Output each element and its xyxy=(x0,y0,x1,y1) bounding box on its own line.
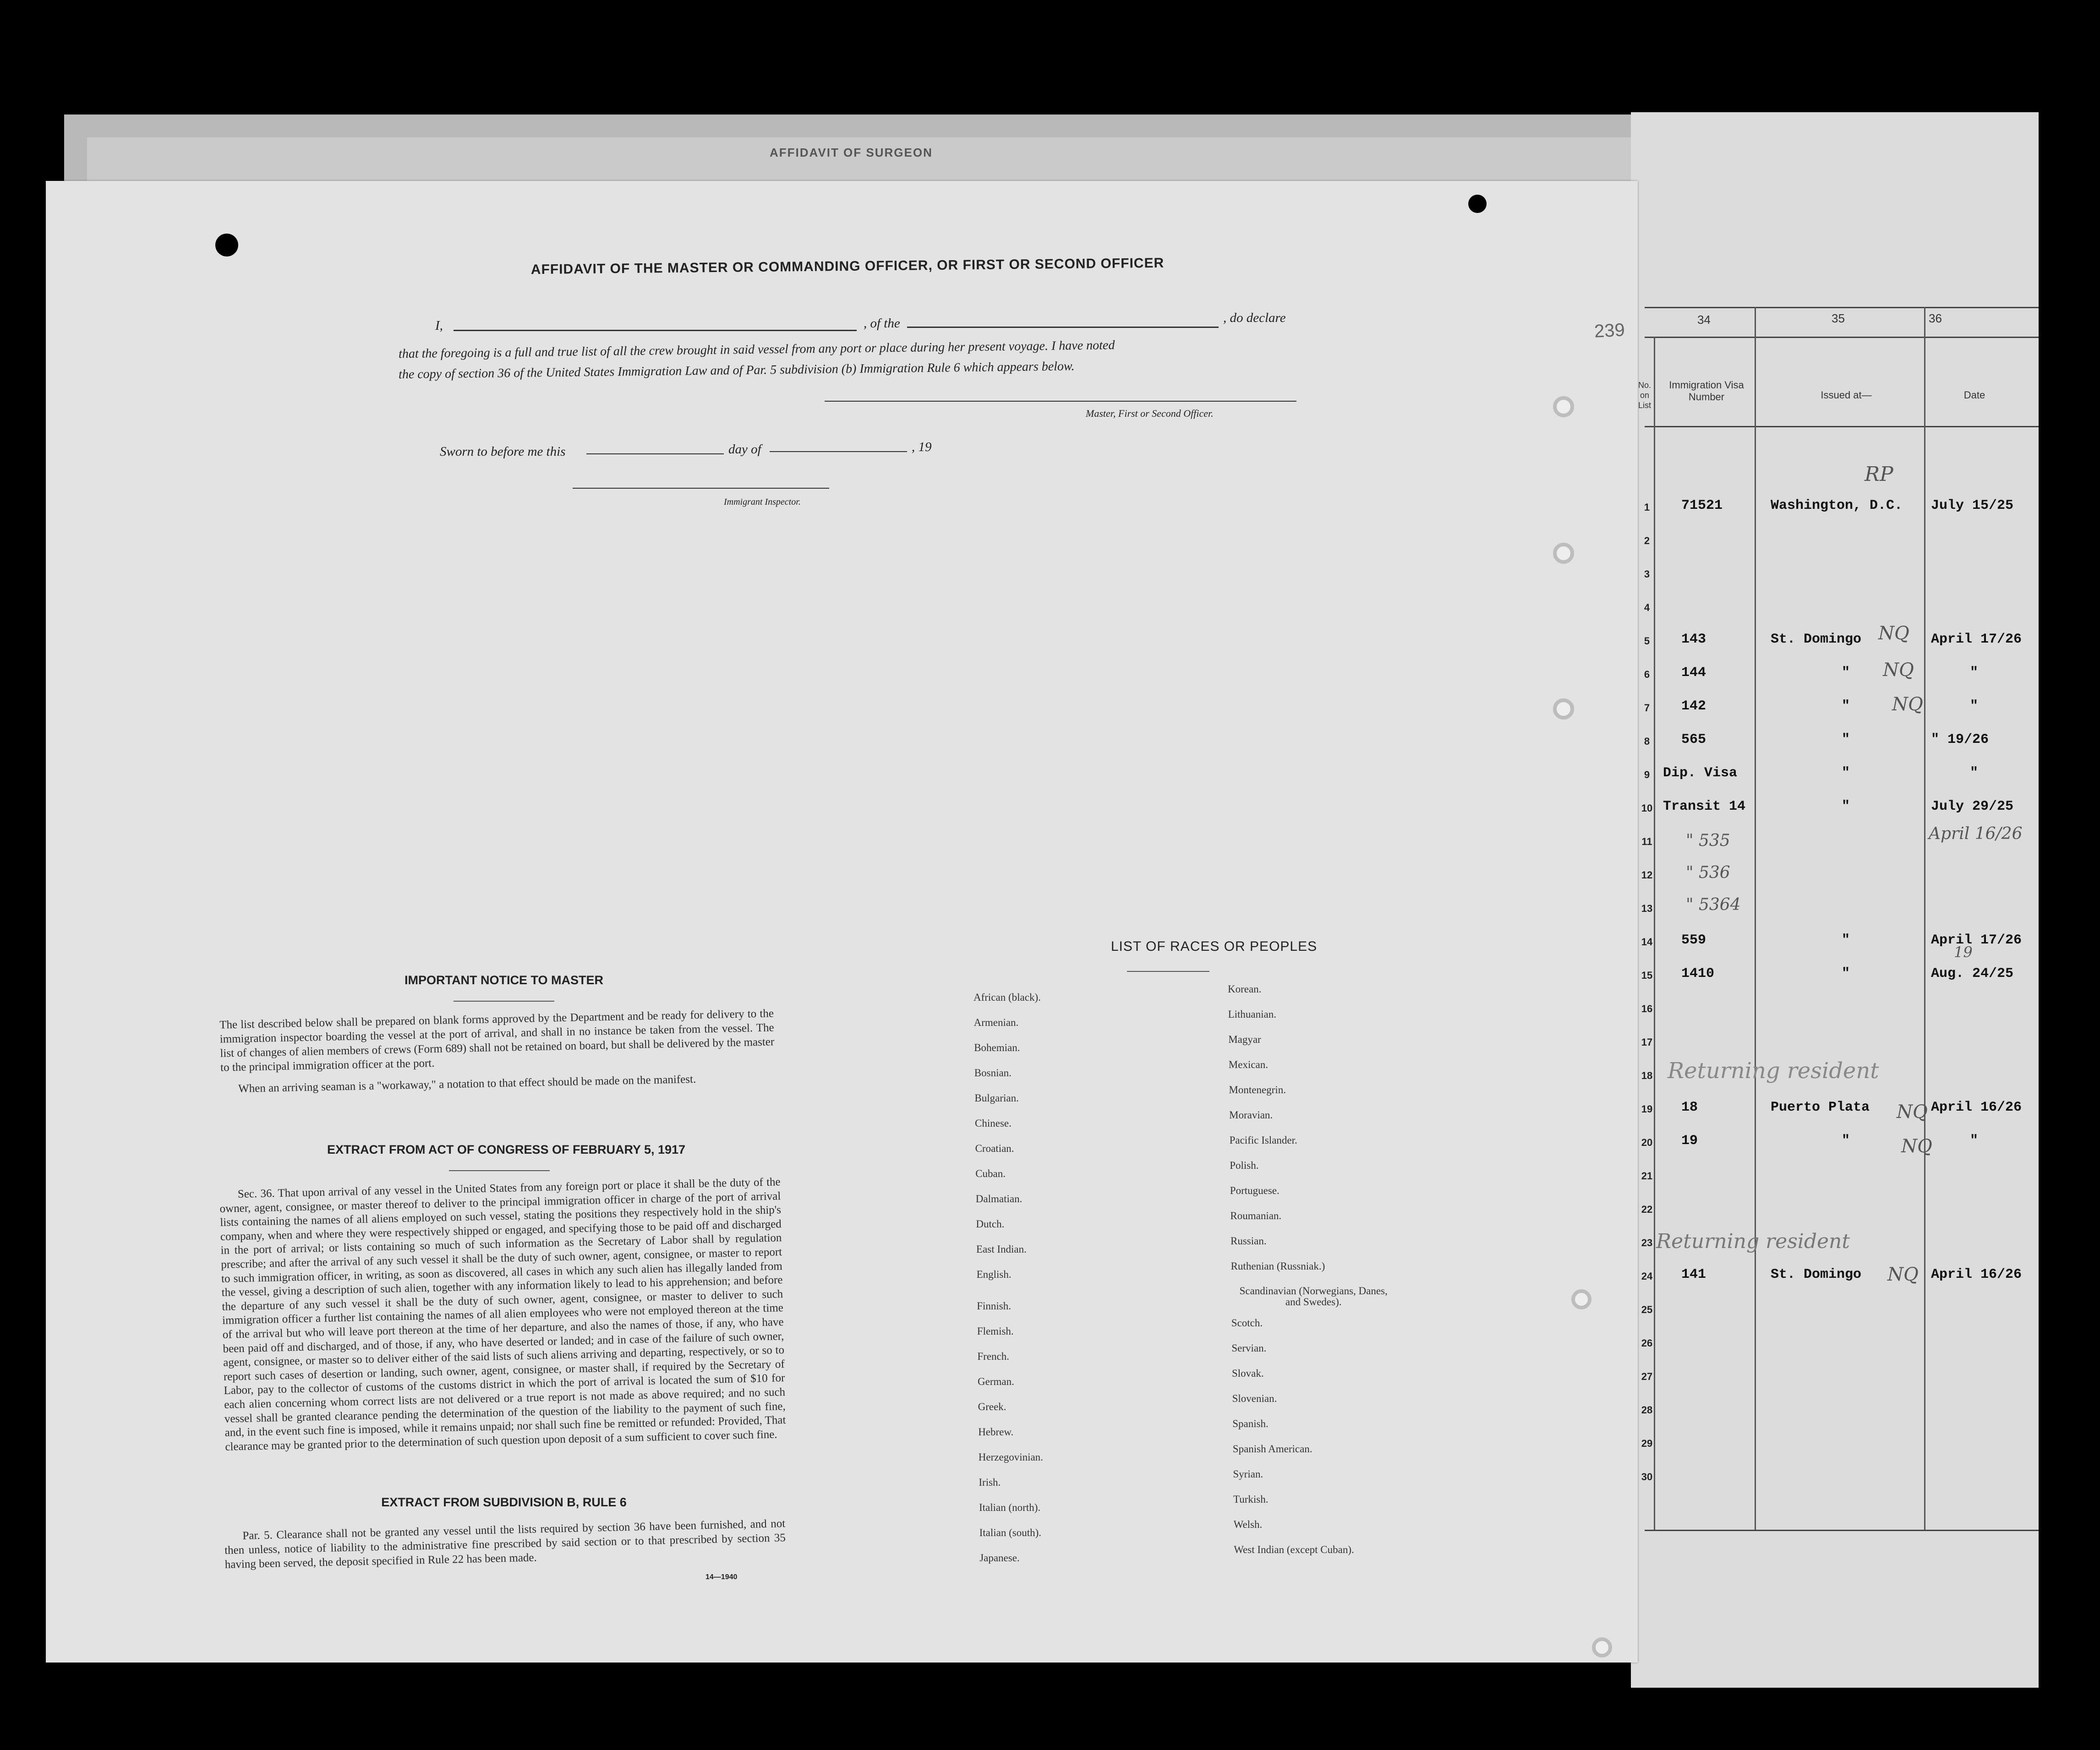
handwritten-nq: NQ xyxy=(1901,1136,1932,1157)
table-bottom-rule xyxy=(1645,1530,2039,1531)
header-visa-number: Immigration Visa Number xyxy=(1669,379,1744,403)
race-item: Bohemian. xyxy=(974,1042,1020,1053)
row-number: 30 xyxy=(1641,1471,1653,1483)
extract-act-rule xyxy=(449,1170,550,1171)
race-item: Herzegovinian. xyxy=(978,1451,1043,1463)
name-line xyxy=(454,330,857,331)
back-sheet-label: AFFIDAVIT OF SURGEON xyxy=(770,146,933,159)
issued-at-cell: St. Domingo xyxy=(1771,1267,1862,1282)
punch-hole xyxy=(1553,543,1574,564)
visa-number-cell: 1410 xyxy=(1681,966,1715,981)
punch-hole xyxy=(215,234,238,256)
race-item: Spanish American. xyxy=(1232,1443,1312,1455)
issued-at-cell: " xyxy=(1842,1133,1850,1149)
visa-number-cell: 144 xyxy=(1681,665,1706,681)
header-no-on-list: No. on List xyxy=(1638,381,1651,410)
table-top-rule xyxy=(1645,307,2039,308)
extract-rule-text: Par. 5. Clearance shall not be granted any vessel until the lists required by section 36 have been furnished, and not then unless, notice of liability to the administrative fine prescribed by said section or to that prescribed by section 35 having been served, the deposit specified in Rule 22 has been made. xyxy=(224,1517,786,1571)
row-number: 8 xyxy=(1644,736,1650,747)
notice-title: IMPORTANT NOTICE TO MASTER xyxy=(405,973,603,987)
handwritten-nq: NQ xyxy=(1887,1264,1919,1285)
form-number: 14—1940 xyxy=(705,1573,738,1581)
row-number: 1 xyxy=(1644,502,1650,513)
row-number: 2 xyxy=(1644,535,1650,546)
row-number: 4 xyxy=(1644,602,1650,613)
row-number: 22 xyxy=(1641,1204,1653,1215)
row-number: 25 xyxy=(1641,1304,1653,1315)
row-number: 5 xyxy=(1644,635,1650,647)
sworn-day-line xyxy=(586,453,724,454)
sworn-year: , 19 xyxy=(912,440,932,454)
row-number: 17 xyxy=(1641,1036,1653,1048)
race-item: Scotch. xyxy=(1231,1317,1263,1329)
notice-rule xyxy=(454,1001,554,1002)
row-number: 18 xyxy=(1641,1070,1653,1081)
row-number: 19 xyxy=(1641,1103,1653,1115)
race-item: East Indian. xyxy=(976,1243,1027,1255)
issued-at-cell: " xyxy=(1842,732,1850,747)
race-item: Hebrew. xyxy=(978,1426,1014,1438)
row-number: 28 xyxy=(1641,1404,1653,1416)
race-item: Ruthenian (Russniak.) xyxy=(1230,1260,1325,1272)
sworn-month-line xyxy=(770,451,907,452)
race-item: English. xyxy=(976,1269,1012,1280)
date-cell: April 16/26 xyxy=(1931,1100,2022,1115)
row-number: 9 xyxy=(1644,769,1650,780)
race-item: Slovak. xyxy=(1232,1368,1264,1379)
race-item: Flemish. xyxy=(977,1325,1014,1337)
header-date: Date xyxy=(1963,389,1985,401)
date-cell: " xyxy=(1970,698,1979,714)
issued-at-cell: " xyxy=(1842,665,1850,681)
punch-hole xyxy=(1553,698,1574,720)
row-number: 6 xyxy=(1644,669,1650,680)
race-item: Magyar xyxy=(1228,1034,1261,1045)
race-item: West Indian (except Cuban). xyxy=(1234,1544,1354,1555)
handwritten-returning-row-18: Returning resident xyxy=(1668,1058,1879,1084)
visa-number-cell: 559 xyxy=(1681,932,1706,948)
handwritten-note-row-15: 19 xyxy=(1954,943,1973,961)
table-col-line xyxy=(1755,307,1756,1530)
affidavit-of-the: , of the xyxy=(864,316,900,331)
race-item: Roumanian. xyxy=(1230,1210,1282,1221)
races-title: LIST OF RACES OR PEOPLES xyxy=(1110,939,1318,954)
punch-hole xyxy=(1468,195,1487,213)
issued-at-cell: " xyxy=(1842,799,1850,814)
handwritten-rp: RP xyxy=(1865,463,1893,486)
main-sheet xyxy=(46,181,1638,1663)
handwritten-date-row-11: April 16/26 xyxy=(1929,824,2023,843)
handwritten-nq: NQ xyxy=(1897,1101,1928,1123)
race-item: Italian (south). xyxy=(979,1527,1041,1538)
row-number: 10 xyxy=(1641,802,1653,814)
issued-at-cell: " xyxy=(1842,698,1850,714)
handwritten-visa-row-11: " 535 xyxy=(1686,831,1730,850)
table-col-line xyxy=(1924,307,1925,1530)
date-cell: " xyxy=(1970,665,1979,681)
date-cell: " xyxy=(1970,1133,1979,1149)
row-number: 7 xyxy=(1644,702,1650,714)
visa-number-cell: 71521 xyxy=(1681,498,1723,513)
date-cell: " 19/26 xyxy=(1931,732,1989,747)
race-item: Dalmatian. xyxy=(975,1193,1023,1205)
race-item: Montenegrin. xyxy=(1229,1084,1286,1096)
visa-number-cell: 141 xyxy=(1681,1267,1706,1282)
race-item: Russian. xyxy=(1230,1235,1267,1247)
table-head-rule xyxy=(1645,337,2039,338)
page-number: 239 xyxy=(1593,320,1625,342)
row-number: 13 xyxy=(1641,903,1653,914)
master-signature-line xyxy=(825,401,1296,402)
race-item: Italian (north). xyxy=(979,1502,1041,1513)
race-item: Servian. xyxy=(1231,1342,1267,1354)
race-item: Bulgarian. xyxy=(974,1092,1019,1104)
table-header-bottom-rule xyxy=(1645,426,2039,427)
race-item: Armenian. xyxy=(973,1017,1019,1028)
inspector-label: Immigrant Inspector. xyxy=(724,497,801,507)
col-number-34: 34 xyxy=(1697,313,1711,327)
notice-paragraph-1: The list described below shall be prepared on blank forms approved by the Department and be ready for delivery to the immigration inspector boarding the vessel at the port of arrival, and shall in no instance be taken from the vessel. The list of changes of alien members of crews (Form 689) shall not be retained on board, but shall be delivered by the master to the principal immigration officer at the port. xyxy=(219,1007,775,1074)
row-number: 11 xyxy=(1641,836,1652,847)
sworn-day-of: day of xyxy=(728,442,761,457)
row-number: 12 xyxy=(1641,869,1653,881)
handwritten-nq: NQ xyxy=(1883,660,1914,681)
handwritten-returning-row-23: Returning resident xyxy=(1656,1230,1850,1253)
issued-at-cell: " xyxy=(1842,932,1850,948)
date-cell: " xyxy=(1970,765,1979,781)
row-number: 27 xyxy=(1641,1371,1653,1382)
visa-number-cell: Dip. Visa xyxy=(1663,765,1738,781)
visa-number-cell: 18 xyxy=(1681,1100,1698,1115)
sworn-text: Sworn to before me this xyxy=(440,444,566,459)
handwritten-visa-row-12: " 536 xyxy=(1686,863,1730,882)
master-signature-label: Master, First or Second Officer. xyxy=(1086,408,1214,419)
affidavit-i: I, xyxy=(435,318,443,333)
race-item: Pacific Islander. xyxy=(1229,1134,1297,1146)
race-item: Moravian. xyxy=(1229,1109,1273,1121)
issued-at-cell: Puerto Plata xyxy=(1771,1100,1870,1115)
handwritten-nq: NQ xyxy=(1892,694,1923,715)
date-cell: July 15/25 xyxy=(1931,498,2014,513)
date-cell: Aug. 24/25 xyxy=(1931,966,2014,981)
visa-number-cell: 142 xyxy=(1681,698,1706,714)
extract-act-title: EXTRACT FROM ACT OF CONGRESS OF FEBRUARY 5, 1917 xyxy=(327,1143,686,1156)
race-item: Portuguese. xyxy=(1230,1185,1280,1196)
race-item: German. xyxy=(978,1376,1014,1387)
affidavit-declare: , do declare xyxy=(1223,311,1286,325)
race-item: Greek. xyxy=(978,1401,1006,1412)
handwritten-nq: NQ xyxy=(1878,623,1909,644)
row-number: 3 xyxy=(1644,568,1650,580)
race-item: Spanish. xyxy=(1232,1418,1269,1429)
row-number: 15 xyxy=(1641,970,1653,981)
race-item: Korean. xyxy=(1228,983,1262,995)
date-cell: April 16/26 xyxy=(1931,1267,2022,1282)
row-number: 29 xyxy=(1641,1438,1653,1449)
race-item: African (black). xyxy=(973,992,1041,1003)
visa-number-cell: 19 xyxy=(1681,1133,1698,1149)
race-item: Slovenian. xyxy=(1232,1393,1277,1404)
race-item: Bosnian. xyxy=(974,1067,1012,1079)
col-number-35: 35 xyxy=(1832,311,1845,325)
race-item: Turkish. xyxy=(1233,1494,1269,1505)
issued-at-cell: St. Domingo xyxy=(1771,632,1862,647)
inspector-signature-line xyxy=(573,488,829,489)
race-item: Syrian. xyxy=(1233,1468,1263,1480)
race-item: Welsh. xyxy=(1233,1519,1263,1530)
race-item: Mexican. xyxy=(1228,1059,1269,1070)
race-item: Cuban. xyxy=(975,1168,1006,1179)
issued-at-cell: " xyxy=(1842,765,1850,781)
visa-number-cell: 565 xyxy=(1681,732,1706,747)
date-cell: July 29/25 xyxy=(1931,799,2014,814)
vessel-line xyxy=(907,327,1219,328)
notice-paragraph-2: When an arriving seaman is a "workaway," a notation to that effect should be made on the manifest. xyxy=(238,1073,696,1095)
race-item: Croatian. xyxy=(975,1143,1014,1154)
row-number: 16 xyxy=(1641,1003,1653,1014)
race-item: Dutch. xyxy=(976,1218,1005,1230)
issued-at-cell: " xyxy=(1842,966,1850,981)
punch-hole xyxy=(1553,396,1574,417)
race-item: Chinese. xyxy=(975,1118,1012,1129)
date-cell: April 17/26 xyxy=(1931,932,2022,948)
table-col-line xyxy=(1654,337,1655,1530)
race-item: Finnish. xyxy=(977,1300,1011,1312)
visa-number-cell: 143 xyxy=(1681,632,1706,647)
date-cell: April 17/26 xyxy=(1931,632,2022,647)
issued-at-cell: Washington, D.C. xyxy=(1771,498,1903,513)
handwritten-visa-row-13: " 5364 xyxy=(1686,895,1741,914)
race-item: Irish. xyxy=(979,1477,1001,1488)
race-item: French. xyxy=(977,1351,1010,1362)
row-number: 20 xyxy=(1641,1137,1653,1148)
affidavit-title: AFFIDAVIT OF THE MASTER OR COMMANDING OFFICER, OR FIRST OR SECOND OFFICER xyxy=(530,255,1165,278)
affidavit-text-1: that the foregoing is a full and true list of all the crew brought in said vessel from any port or place during her present voyage. I have noted xyxy=(398,338,1115,361)
race-item: Polish. xyxy=(1230,1160,1259,1171)
row-number: 23 xyxy=(1641,1237,1653,1248)
races-rule xyxy=(1127,971,1209,972)
col-number-36: 36 xyxy=(1929,311,1942,325)
extract-act-text: Sec. 36. That upon arrival of any vessel in the United States from any foreign port or place it shall be the duty of the owner, agent, consignee, or master thereof to deliver to the principal immigration officer in charge of the port of arrival lists containing the names of all aliens employed on such vessel, stating the positions they respectively hold in the ship's company, when and where they were respectively shipped or engaged, and specifying those to be paid off and discharged in the port of arrival; or lists containing so much of such information as the Secretary of Labor shall by regulation prescribe; and after the arrival of any such vessel it shall be the duty of such owner, agent, consignee, or master to report to such immigration officer, in writing, as soon as discovered, all cases in which any such alien has illegally landed from the vessel, giving a description of such alien, together with any information likely to lead to his apprehension; and before the departure of any such vessel it shall be the duty of such owner, agent, consignee, or master to deliver to such immigration officer a further list containing the names of all alien employees who were not employed thereon at the time of the arrival but who will leave port thereon at the time of her departure, and also the names of those, if any, who have been paid off and discharged, and of those, if any, who have deserted or landed; and in case of the failure of such owner, agent, consignee, or master so to deliver either of the said lists of such aliens arriving and departing, respectively, or so to report such cases of desertion or landing, such owner, agent, consignee, or master shall, if required by the Secretary of Labor, pay to the collector of customs of the customs district in which the port of arrival is located the sum of $10 for each alien concerning whom correct lists are not delivered or a true report is not made as above required; and no such vessel shall be granted clearance pending the determination of the question of the liability to the payment of such fine, and, in the event such fine is imposed, while it remains unpaid; nor shall such fine be remitted or refunded: Provided, That clearance may be granted prior to the determination of such question upon deposit of a sum sufficient to cover such fine. xyxy=(219,1176,786,1453)
punch-hole xyxy=(1592,1637,1612,1657)
affidavit-text-2: the copy of section 36 of the United States Immigration Law and of Par. 5 subdivision (b) Immigration Rule 6 which appears below. xyxy=(398,359,1075,382)
race-item: Lithuanian. xyxy=(1228,1009,1276,1020)
extract-rule-title: EXTRACT FROM SUBDIVISION B, RULE 6 xyxy=(381,1495,627,1509)
row-number: 14 xyxy=(1641,936,1653,948)
punch-hole xyxy=(1571,1289,1591,1309)
row-number: 26 xyxy=(1641,1337,1653,1349)
race-item: Scandinavian (Norwegians, Danes, and Swedes). xyxy=(1239,1285,1388,1308)
row-number: 24 xyxy=(1641,1270,1653,1282)
header-issued-at: Issued at— xyxy=(1821,389,1872,401)
visa-number-cell: Transit 14 xyxy=(1663,799,1746,814)
race-item: Japanese. xyxy=(979,1552,1020,1564)
row-number: 21 xyxy=(1641,1170,1653,1182)
